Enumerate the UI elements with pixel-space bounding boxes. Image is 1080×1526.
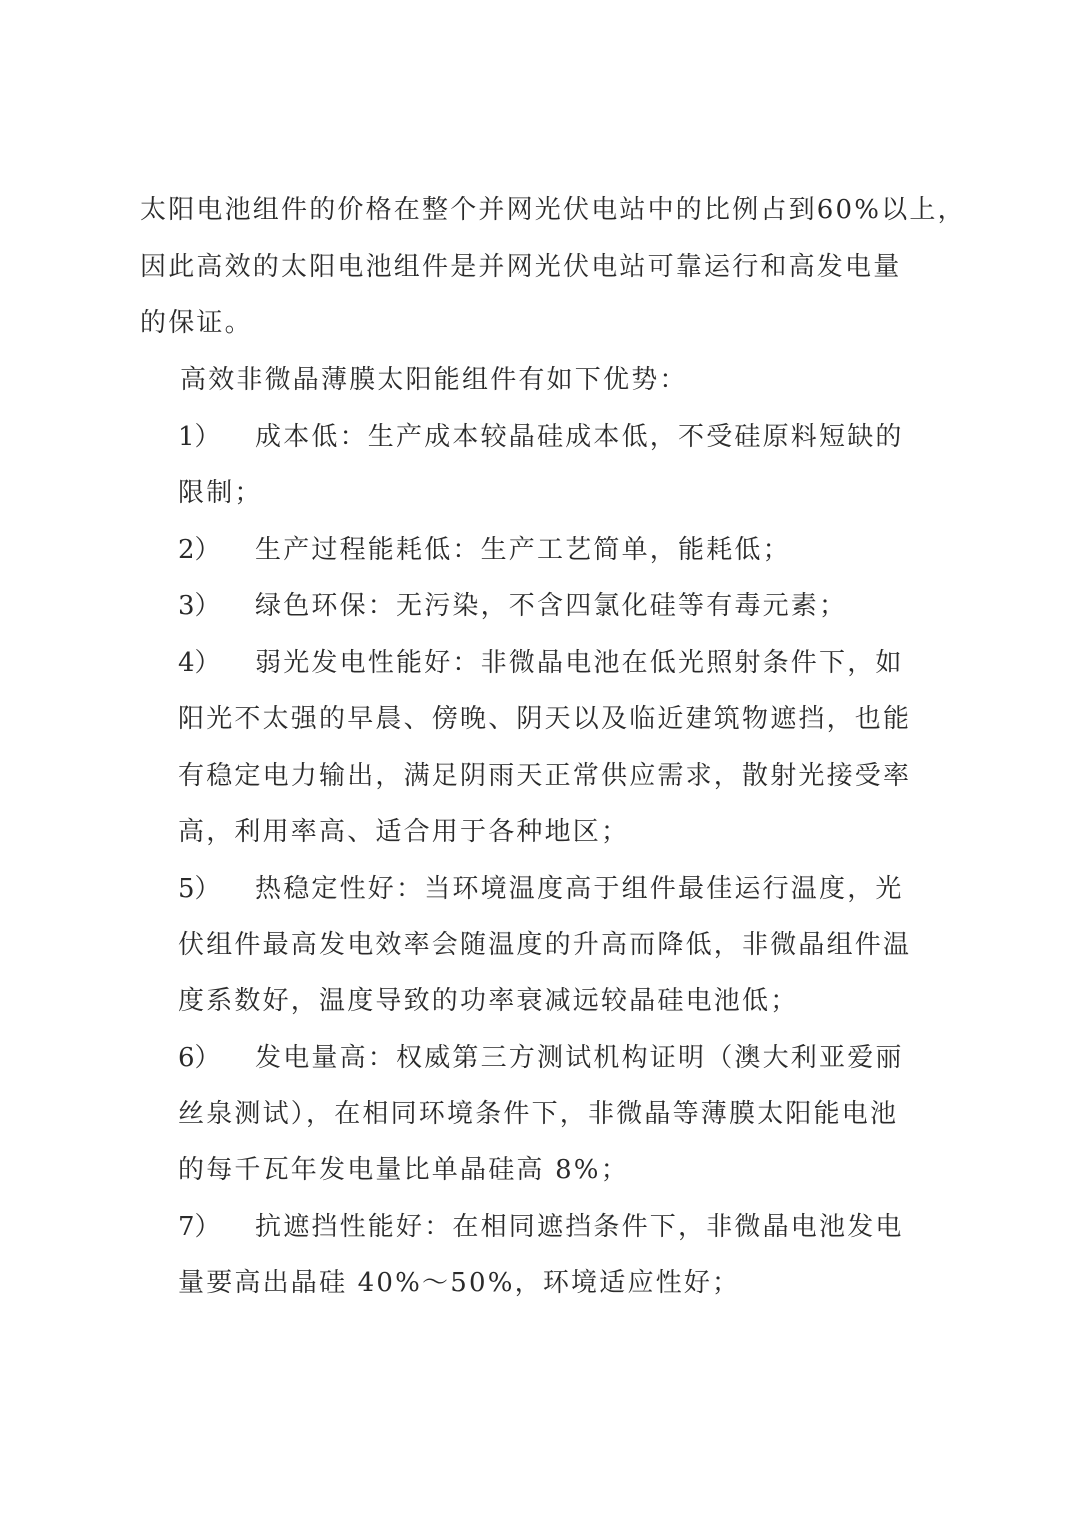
item-line: 热稳定性好：当环境温度高于组件最佳运行温度，光 [255, 874, 904, 904]
item-line: 阳光不太强的早晨、傍晚、阴天以及临近建筑物遮挡，也能 [178, 704, 912, 734]
item-line: 发电量高：权威第三方测试机构证明（澳大利亚爱丽 [255, 1043, 904, 1073]
intro-line-2: 因此高效的太阳电池组件是并网光伏电站可靠运行和高发电量 [140, 252, 902, 282]
item-number: 7） [178, 1212, 221, 1242]
item-line: 度系数好，温度导致的功率衰减远较晶硅电池低； [178, 986, 799, 1016]
item-number: 6） [178, 1043, 221, 1073]
item-line: 的每千瓦年发电量比单晶硅高 8%； [178, 1155, 629, 1185]
item-line: 成本低：生产成本较晶硅成本低，不受硅原料短缺的 [255, 422, 904, 452]
intro-line-3: 的保证。 [140, 308, 253, 338]
item-line: 抗遮挡性能好：在相同遮挡条件下，非微晶电池发电 [255, 1212, 904, 1242]
section-heading: 高效非微晶薄膜太阳能组件有如下优势： [180, 365, 688, 395]
item-number: 1） [178, 422, 221, 452]
item-line: 绿色环保：无污染，不含四氯化硅等有毒元素； [255, 591, 848, 621]
item-line: 高，利用率高、适合用于各种地区； [178, 817, 630, 847]
item-line: 限制； [178, 478, 263, 508]
item-number: 2） [178, 535, 221, 565]
item-line: 弱光发电性能好：非微晶电池在低光照射条件下，如 [255, 648, 904, 678]
item-line: 生产过程能耗低：生产工艺简单，能耗低； [255, 535, 791, 565]
item-number: 5） [178, 874, 221, 904]
item-line: 伏组件最高发电效率会随温度的升高而降低，非微晶组件温 [178, 930, 912, 960]
item-line: 丝泉测试），在相同环境条件下，非微晶等薄膜太阳能电池 [178, 1099, 899, 1129]
item-number: 3） [178, 591, 221, 621]
intro-line-1: 太阳电池组件的价格在整个并网光伏电站中的比例占到60%以上， [140, 195, 966, 225]
item-line: 有稳定电力输出，满足阴雨天正常供应需求，散射光接受率 [178, 761, 912, 791]
item-number: 4） [178, 648, 221, 678]
item-line: 量要高出晶硅 40%～50%，环境适应性好； [178, 1268, 741, 1298]
